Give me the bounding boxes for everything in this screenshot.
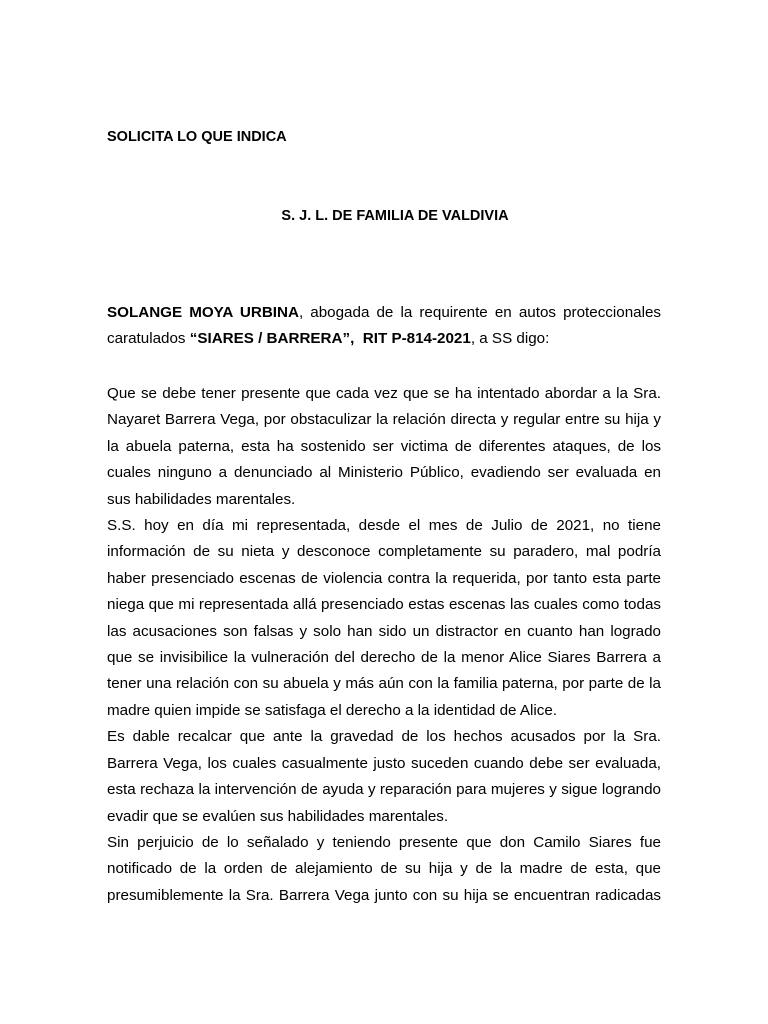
document-title: SOLICITA LO QUE INDICA — [107, 129, 287, 145]
intro-paragraph — [107, 300, 661, 353]
court-heading — [0, 207, 768, 225]
court-name: S. J. L. DE FAMILIA DE VALDIVIA — [281, 208, 509, 224]
body-paragraph: Es dable recalcar que ante la gravedad de los hechos acusados por la Sra. Barrera Vega, los cuales casualmente justo suceden cuando debe ser evaluada, esta rechaza la intervención de ayuda y reparación para mujeres y sigue logrando evadir que se evalúen sus habilidades marentales. — [107, 728, 661, 825]
body-paragraphs — [107, 381, 661, 909]
body-paragraph: Que se debe tener presente que cada vez que se ha intentado abordar a la Sra. Nayaret Barrera Vega, por obstaculizar la relación directa y regular entre su hija y la abuela paterna, esta ha sostenido ser victima de diferentes ataques, de los cuales ninguno a denunciado al Ministerio Público, evadiendo ser evaluada en sus habilidades marentales. — [107, 385, 661, 508]
intro-space — [354, 330, 362, 347]
intro-text-1: , abogada de la requirente en autos proteccionales caratulados — [107, 304, 662, 348]
case-rit: RIT P-814-2021 — [362, 330, 471, 348]
lawyer-name: SOLANGE MOYA URBINA — [107, 304, 299, 321]
case-title: “SIARES / BARRERA”, — [189, 330, 355, 348]
body-paragraph: Sin perjuicio de lo señalado y teniendo presente que don Camilo Siares fue notificado de la orden de alejamiento de su hija y de la madre de esta, que presumiblemente la Sra. Barrera Vega junto con su hija se encuentran radicadas — [107, 833, 661, 904]
body-paragraph: S.S. hoy en día mi representada, desde el mes de Julio de 2021, no tiene información de su nieta y desconoce completamente su paradero, mal podría haber presenciado escenas de violencia contra la requerida, por tanto esta parte niega que mi representada allá presenciado estas escenas las cuales como todas las acusaciones son falsas y solo han sido un distractor en cuanto han logrado que se invisibilice la vulneración del derecho de la menor Alice Siares Barrera a tener una relación con su abuela y más aún con la familia paterna, por parte de la madre quien impide se satisfaga el derecho a la identidad de Alice. — [107, 517, 661, 719]
intro-text-2: , a SS digo: — [470, 330, 550, 348]
